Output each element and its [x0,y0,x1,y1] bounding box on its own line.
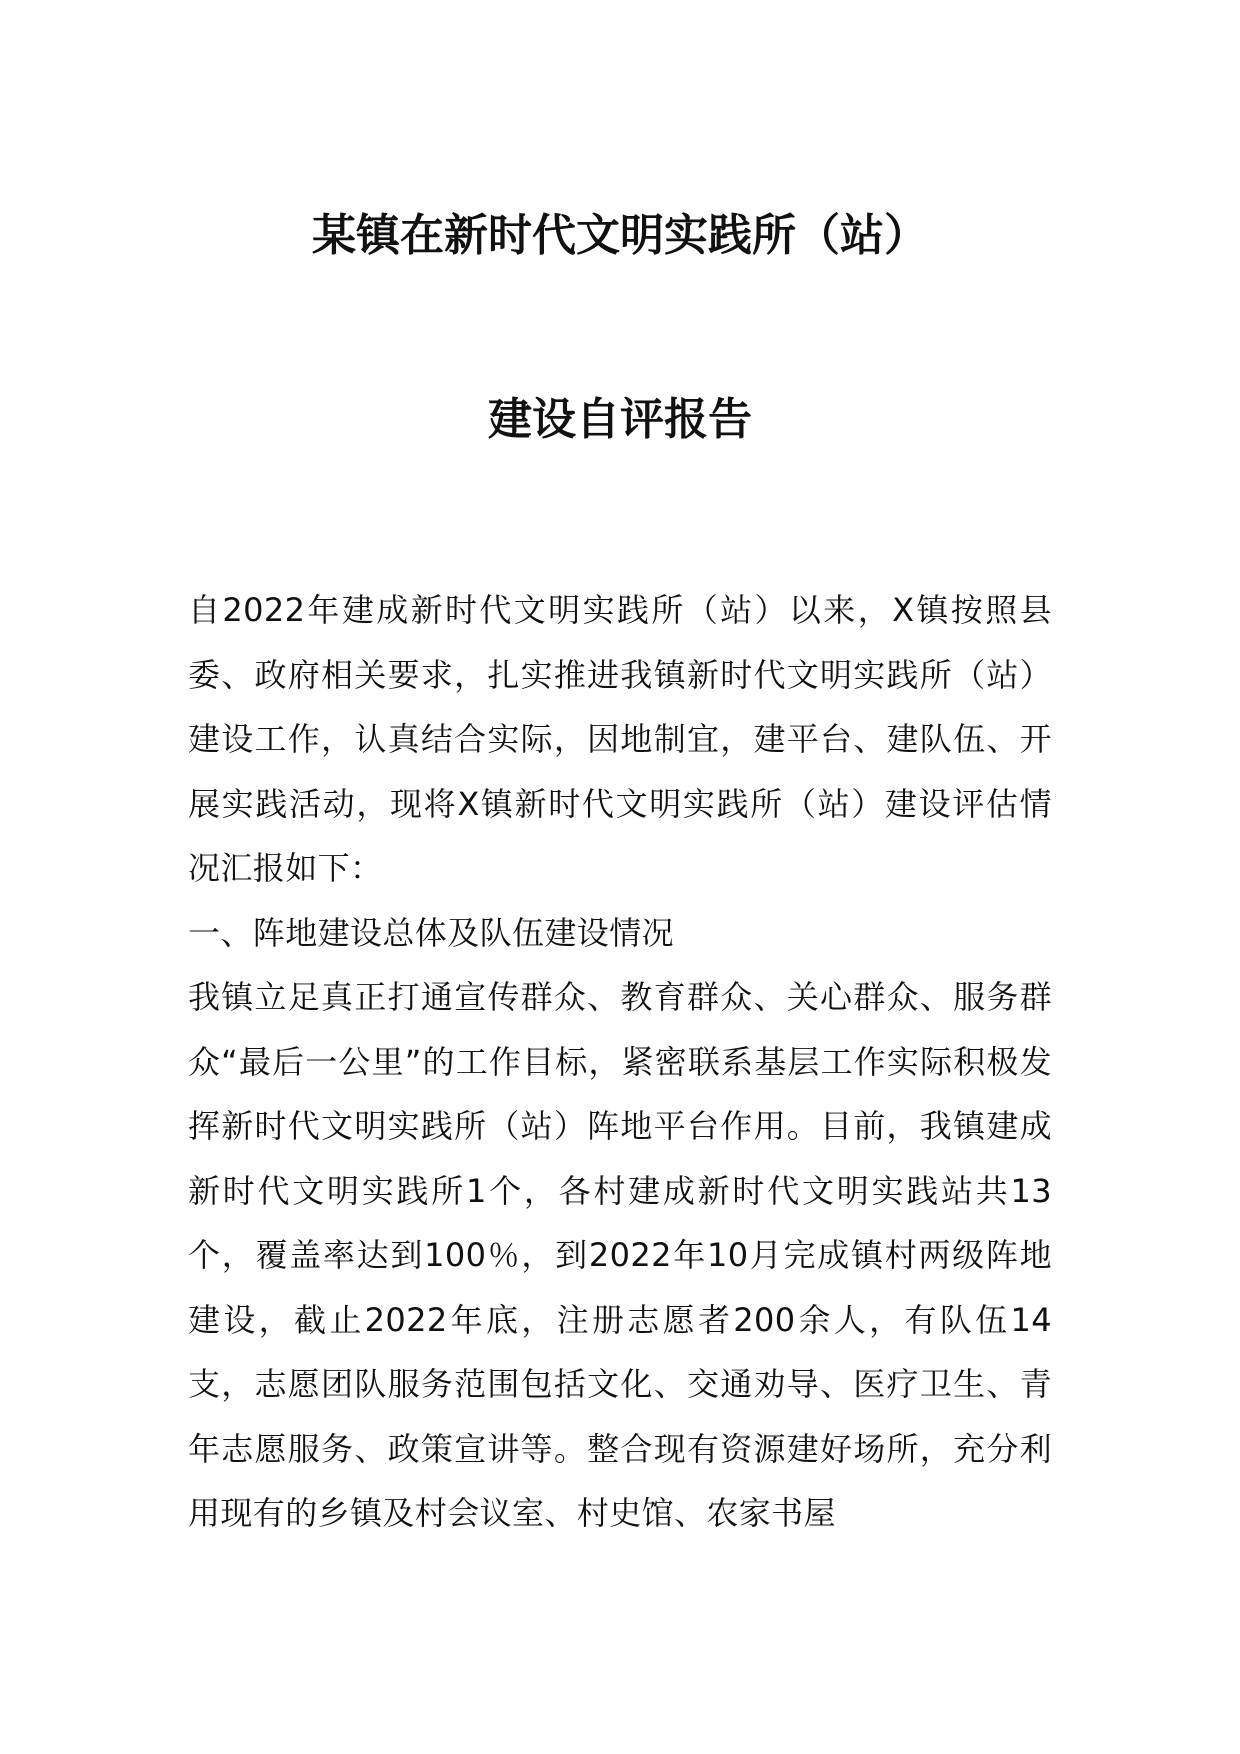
document-title-line-1: 某镇在新时代文明实践所（站） [312,210,928,261]
intro-paragraph: 自2022年建成新时代文明实践所（站）以来，X镇按照县委、政府相关要求，扎实推进我镇新时代文明实践所（站）建设工作，认真结合实际，因地制宜，建平台、建队伍、开展实践活动，现将X镇新时代文明实践所（站）建设评估情况汇报如下： [188,591,1052,887]
document-body [188,578,1052,1546]
section-heading: 一、阵地建设总体及队伍建设情况 [188,913,675,952]
document-title-line-2: 建设自评报告 [488,394,752,445]
section-paragraph: 我镇立足真正打通宣传群众、教育群众、关心群众、服务群众“最后一公里”的工作目标，紧密联系基层工作实际积极发挥新时代文明实践所（站）阵地平台作用。目前，我镇建成新时代文明实践所1个，各村建成新时代文明实践站共13个，覆盖率达到100％，到2022年10月完成镇村两级阵地建设，截止2022年底，注册志愿者200余人，有队伍14支，志愿团队服务范围包括文化、交通劝导、医疗卫生、青年志愿服务、政策宣讲等。整合现有资源建好场所，充分利用现有的乡镇及村会议室、村史馆、农家书屋 [188,978,1052,1532]
